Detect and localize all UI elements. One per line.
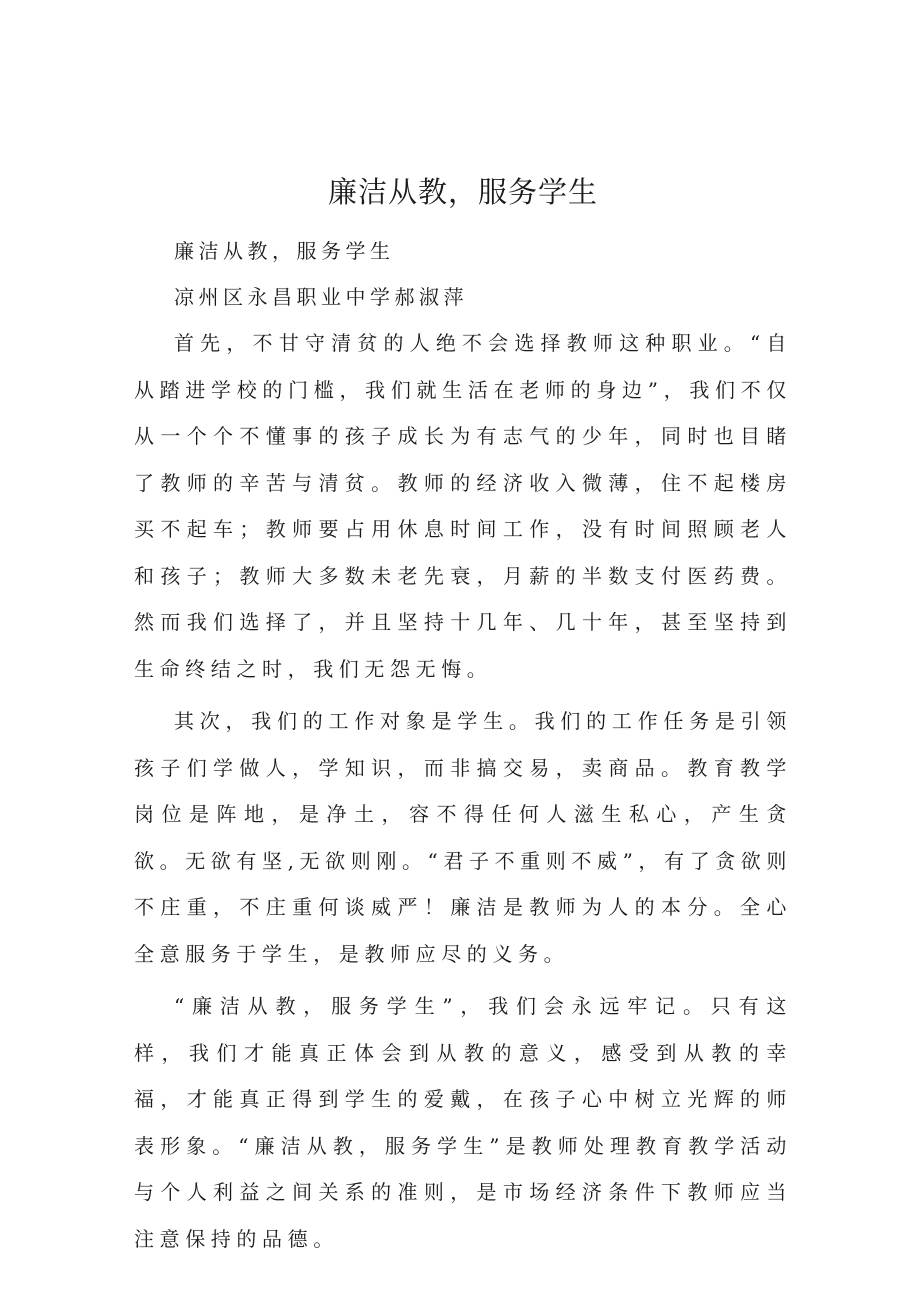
paragraph-1: 首先，不甘守清贫的人绝不会选择教师这种职业。“自从踏进学校的门槛，我们就生活在老师的身边”，我们不仅从一个个不懂事的孩子成长为有志气的少年，同时也目睹了教师的辛苦与清贫。教师的经济收入微薄，住不起楼房买不起车；教师要占用休息时间工作，没有时间照顾老人和孩子；教师大多数未老先衰，月薪的半数支付医药费。然而我们选择了，并且坚持十几年、几十年，甚至坚持到生命终结之时，我们无怨无悔。	[134, 331, 792, 681]
paragraph-3: “廉洁从教，服务学生”，我们会永远牢记。只有这样，我们才能真正体会到从教的意义，感受到从教的幸福，才能真正得到学生的爱戴，在孩子心中树立光辉的师表形象。“廉洁从教，服务学生”是教师处理教育教学活动与个人利益之间关系的准则，是市场经济条件下教师应当注意保持的品德。	[134, 994, 792, 1251]
document-title: 廉洁从教，服务学生	[327, 175, 598, 209]
document-subtitle: 廉洁从教，服务学生	[174, 239, 395, 263]
paragraph-2: 其次，我们的工作对象是学生。我们的工作任务是引领孩子们学做人，学知识，而非搞交易，卖商品。教育教学岗位是阵地，是净土，容不得任何人滋生私心，产生贪欲。无欲有坚,无欲则刚。“君子不重则不威”，有了贪欲则不庄重，不庄重何谈威严！廉洁是教师为人的本分。全心全意服务于学生，是教师应尽的义务。	[134, 709, 793, 966]
document-author: 凉州区永昌职业中学郝淑萍	[174, 285, 468, 309]
